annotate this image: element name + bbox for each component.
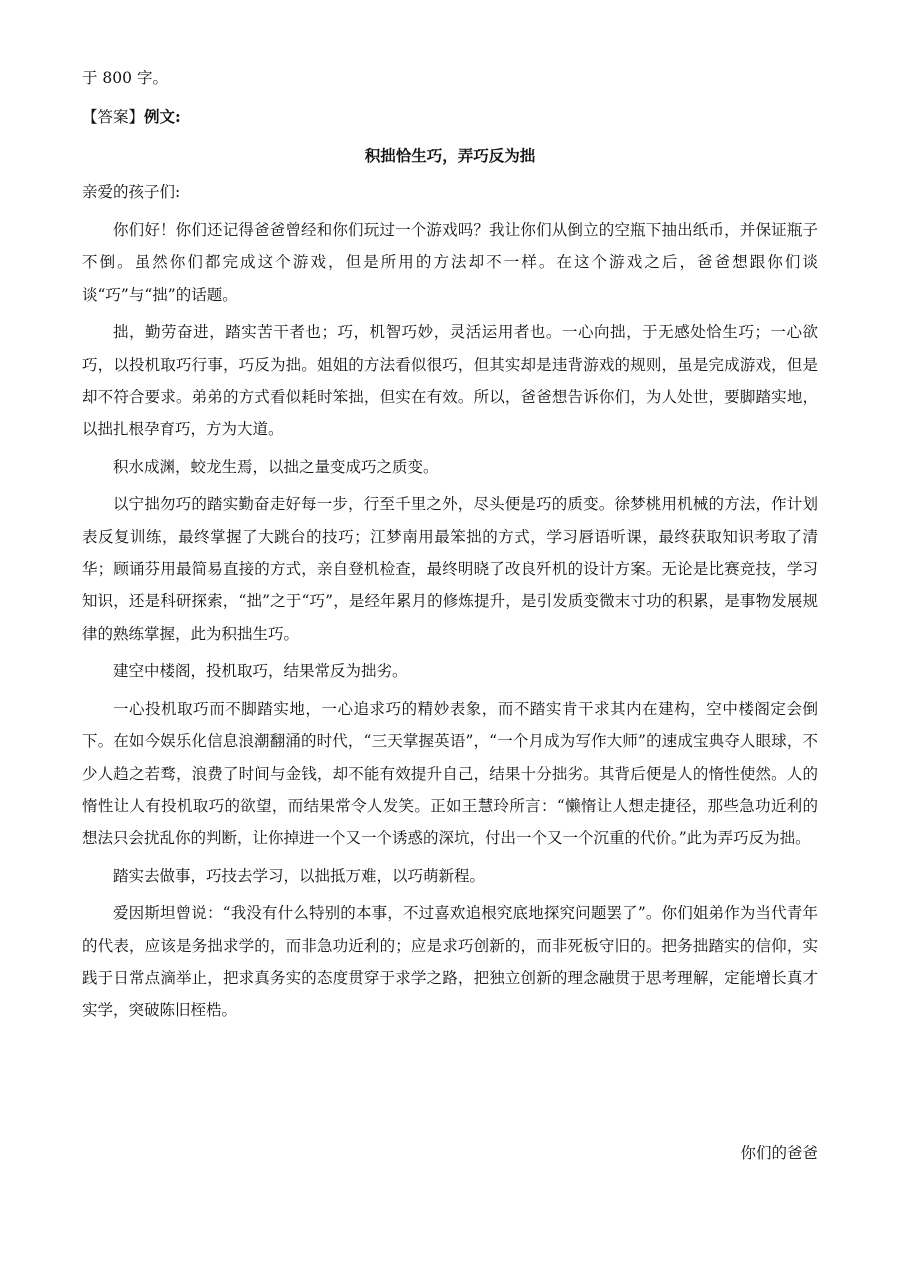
essay-paragraph: 积水成渊，蛟龙生焉，以拙之量变成巧之质变。 <box>113 457 439 476</box>
essay-paragraph: 踏实去做事，巧技去学习，以拙抵万难，以巧萌新程。 <box>113 866 486 885</box>
essay-paragraph: 你们好！你们还记得爸爸曾经和你们玩过一个游戏吗？我让你们从倒立的空瓶下抽出纸币，并保证瓶子不倒。虽然你们都完成这个游戏，但是所用的方法却不一样。在这个游戏之后，爸爸想跟你们谈谈“巧”与“拙”的话题。 <box>82 221 818 304</box>
essay-paragraph: 建空中楼阁，投机取巧，结果常反为拙劣。 <box>113 662 408 681</box>
answer-label: 例文: <box>144 107 181 126</box>
essay-paragraph: 拙，勤劳奋进，踏实苦干者也；巧，机智巧妙，灵活运用者也。一心向拙，于无感处恰生巧；一心欲巧，以投机取巧行事，巧反为拙。姐姐的方法看似很巧，但其实却是违背游戏的规则，虽是完成游戏，但是却不符合要求。弟弟的方式看似耗时笨拙，但实在有效。所以，爸爸想告诉你们，为人处世，要脚踏实地，以拙扎根孕育巧，方为大道。 <box>82 323 818 439</box>
question-tail: 于 800 字。 <box>82 69 168 87</box>
essay-salutation: 亲爱的孩子们: <box>82 183 181 201</box>
essay-paragraph: 爱因斯坦曾说：“我没有什么特别的本事，不过喜欢追根究底地探究问题罢了”。你们姐弟作为当代青年的代表，应该是务拙求学的，而非急功近利的；应是求巧创新的，而非死板守旧的。把务拙踏实的信仰，实践于日常点滴举止，把求真务实的态度贯穿于求学之路，把独立创新的理念融贯于思考理解，定能增长真才实学，突破陈旧桎梏。 <box>82 904 818 1020</box>
essay-signature: 你们的爸爸 <box>740 1144 818 1162</box>
essay-paragraph: 一心投机取巧而不脚踏实地，一心追求巧的精妙表象，而不踏实肯干求其内在建构，空中楼阁定会倒下。在如今娱乐化信息浪潮翻涌的时代，“三天掌握英语”，“一个月成为写作大师”的速成宝典夺人眼球，不少人趋之若骛，浪费了时间与金钱，却不能有效提升自己，结果十分拙劣。其背后便是人的惰性使然。人的惰性让人有投机取巧的欲望，而结果常令人发笑。正如王慧玲所言：“懒惰让人想走捷径，那些急功近利的想法只会扰乱你的判断，让你掉进一个又一个诱惑的深坑，付出一个又一个沉重的代价。”此为弄巧反为拙。 <box>82 699 818 848</box>
answer-heading <box>82 101 818 133</box>
essay-title: 积拙恰生巧，弄巧反为拙 <box>364 146 536 165</box>
answer-tag: 【答案】 <box>82 108 145 126</box>
essay-paragraph: 以宁拙勿巧的踏实勤奋走好每一步，行至千里之外，尽头便是巧的质变。徐梦桃用机械的方法，作计划表反复训练，最终掌握了大跳台的技巧；江梦南用最笨拙的方式，学习唇语听课，最终获取知识考取了清华；顾诵芬用最简易直接的方式，亲自登机检查，最终明晓了改良歼机的设计方案。无论是比赛竞技，学习知识，还是科研探索，“拙”之于“巧”，是经年累月的修炼提升，是引发质变微末寸功的积累，是事物发展规律的熟练掌握，此为积拙生巧。 <box>82 495 818 643</box>
document-page <box>82 62 818 1027</box>
